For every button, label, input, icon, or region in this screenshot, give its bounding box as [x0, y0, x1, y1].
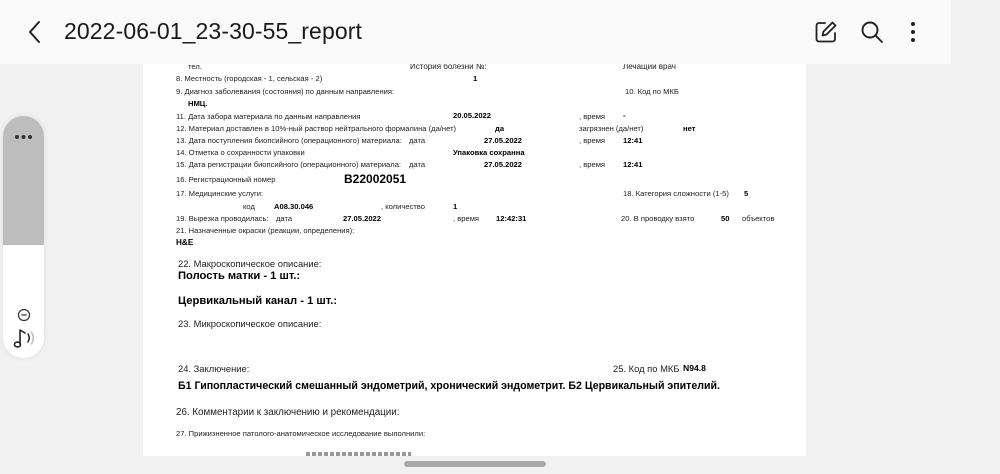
r20-unit: объектов [742, 214, 775, 223]
r20-value: 50 [721, 214, 730, 223]
r13-label: 13. Дата поступления биопсийного (операционного) материала: [176, 136, 402, 145]
r15-date: 27.05.2022 [484, 160, 523, 169]
edit-button[interactable] [812, 18, 840, 46]
doctor-label: Лечащий врач [623, 64, 676, 71]
r13-date-label: дата [409, 136, 426, 145]
back-icon [24, 18, 48, 46]
minus-circle-icon [16, 307, 32, 323]
r19-label: 19. Вырезка проводилась: [176, 214, 269, 223]
r23-label: 23. Микроскопическое описание: [178, 318, 322, 329]
r17-qty-label: , количество [381, 202, 425, 211]
r19-time-label: , время [453, 214, 480, 223]
search-icon [858, 18, 886, 46]
r9-label: 9. Диагноз заболевания (состояния) по данным направления: [176, 87, 395, 96]
r24-label: 24. Заключение: [178, 363, 250, 374]
back-button[interactable] [24, 18, 48, 46]
r19-date: 27.05.2022 [343, 214, 382, 223]
r22-line1: Полость матки - 1 шт.: [178, 270, 301, 282]
r13-date: 27.05.2022 [484, 136, 523, 145]
floating-side-panel [3, 116, 44, 358]
conclusion-text: Б1 Гипопластический смешанный эндометрий, хронический эндометрит. Б2 Цервикальный эпителий. [178, 380, 720, 392]
r11-date: 20.05.2022 [453, 111, 492, 120]
history-label: История болезни №: [410, 64, 487, 71]
read-aloud-button[interactable] [12, 326, 38, 350]
music-note-sound-icon [12, 326, 38, 350]
r13-time: 12:41 [623, 136, 643, 145]
r15-label: 15. Дата регистрации биопсийного (операционного) материала: [176, 160, 402, 169]
r17-code: A08.30.046 [274, 202, 314, 211]
r17-qty: 1 [453, 202, 458, 211]
r20-label: 20. В проводку взято [621, 214, 695, 223]
r17-label: 17. Медицинские услуги: [176, 189, 264, 198]
r26-label: 26. Комментарии к заключению и рекомендации: [176, 407, 400, 418]
phone-label: тел. [188, 64, 202, 71]
search-button[interactable] [858, 18, 886, 46]
registration-number: B22002051 [344, 172, 407, 186]
r10-label: 10. Код по МКБ [625, 87, 679, 96]
app-header [0, 0, 951, 64]
document-title: 2022-06-01_23-30-55_report [64, 18, 362, 44]
r25-value: N94.8 [683, 363, 706, 373]
r21-value: H&E [176, 238, 194, 247]
r11-time: - [623, 111, 626, 120]
r19-date-label: дата [276, 214, 293, 223]
r12-dirty-label: загрязнен (да/нет) [579, 124, 644, 133]
r22-line2: Цервикальный канал - 1 шт.: [178, 295, 338, 307]
r14-label: 14. Отметка о сохранности упаковки [176, 148, 305, 157]
r12-dirty-value: нет [683, 124, 696, 133]
more-horizontal-icon [3, 116, 44, 156]
r11-label: 11. Дата забора материала по данным направления [176, 112, 361, 121]
r17-code-label: код [243, 202, 255, 211]
r21-label: 21. Назначенные окраски (реакции, определения): [176, 226, 355, 235]
cut-off-signature-line [306, 452, 411, 456]
r15-date-label: дата [409, 160, 426, 169]
r8-label: 8. Местность (городская - 1, сельская - 2) [176, 74, 323, 83]
minimize-button[interactable] [16, 307, 32, 323]
r18-label: 18. Категория сложности (1-5) [623, 189, 729, 198]
r25-label: 25. Код по МКБ [613, 363, 680, 374]
r9-value: НМЦ. [188, 99, 208, 108]
more-options-button[interactable] [899, 18, 927, 46]
r11-time-label: , время [579, 112, 606, 121]
edit-icon [812, 18, 840, 46]
horizontal-scrollbar[interactable] [404, 461, 546, 467]
r15-time-label: , время [579, 160, 606, 169]
r12-label: 12. Материал доставлен в 10%-ный раствор нейтрального формалина (да/нет) [176, 124, 457, 133]
document-page [143, 64, 806, 456]
r13-time-label: , время [579, 136, 606, 145]
r14-value: Упаковка сохранна [453, 148, 525, 157]
r15-time: 12:41 [623, 160, 643, 169]
side-panel-handle[interactable] [3, 116, 44, 245]
r22-label: 22. Макроскопическое описание: [178, 258, 322, 269]
r19-time: 12:42:31 [496, 214, 527, 223]
more-vertical-icon [899, 18, 927, 46]
r12-value: да [495, 124, 505, 133]
r18-value: 5 [744, 189, 749, 198]
r27-label: 27. Прижизненное патолого-анатомическое исследование выполнили: [176, 429, 426, 438]
r16-label: 16. Регистрационный номер [176, 175, 276, 184]
r8-value: 1 [473, 74, 478, 83]
